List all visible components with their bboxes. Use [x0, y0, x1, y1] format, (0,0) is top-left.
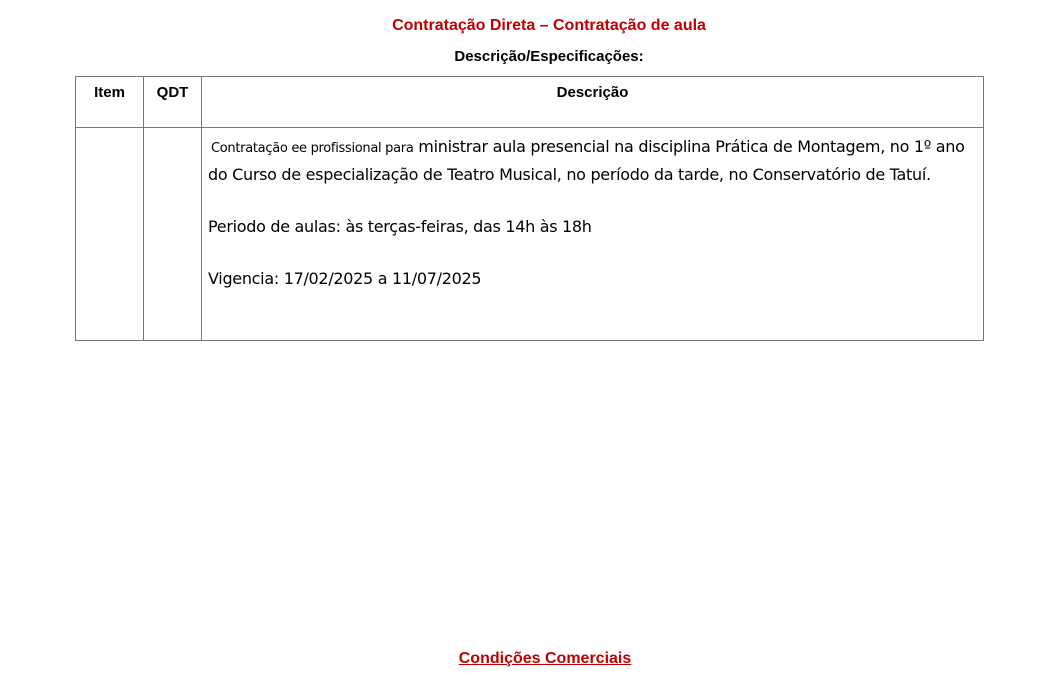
- cell-descricao: [202, 128, 984, 341]
- table-row: [76, 128, 984, 341]
- table-header-row: [76, 77, 984, 128]
- description-main: ministrar aula presencial na disciplina Prática de Montagem, no 1º ano do Curso de especialização de Teatro Musical, no período da tarde, no Conservatório de Tatuí.: [208, 137, 965, 184]
- cell-qdt: [144, 128, 202, 341]
- vigencia-text: Vigencia: 17/02/2025 a 11/07/2025: [208, 269, 482, 288]
- header-item: Item: [76, 77, 144, 128]
- specification-table: [75, 76, 984, 341]
- description-text: [208, 134, 975, 188]
- document-subtitle: Descrição/Especificações:: [454, 48, 644, 65]
- header-descricao: Descrição: [202, 77, 984, 128]
- description-intro: Contratação ee profissional para: [211, 141, 414, 156]
- header-qdt: QDT: [144, 77, 202, 128]
- cell-item: [76, 128, 144, 341]
- document-title: Contratação Direta – Contratação de aula: [392, 17, 706, 34]
- periodo-text: Periodo de aulas: às terças-feiras, das 14h às 18h: [208, 217, 592, 236]
- section-title-condicoes-comerciais: Condições Comerciais: [458, 650, 632, 667]
